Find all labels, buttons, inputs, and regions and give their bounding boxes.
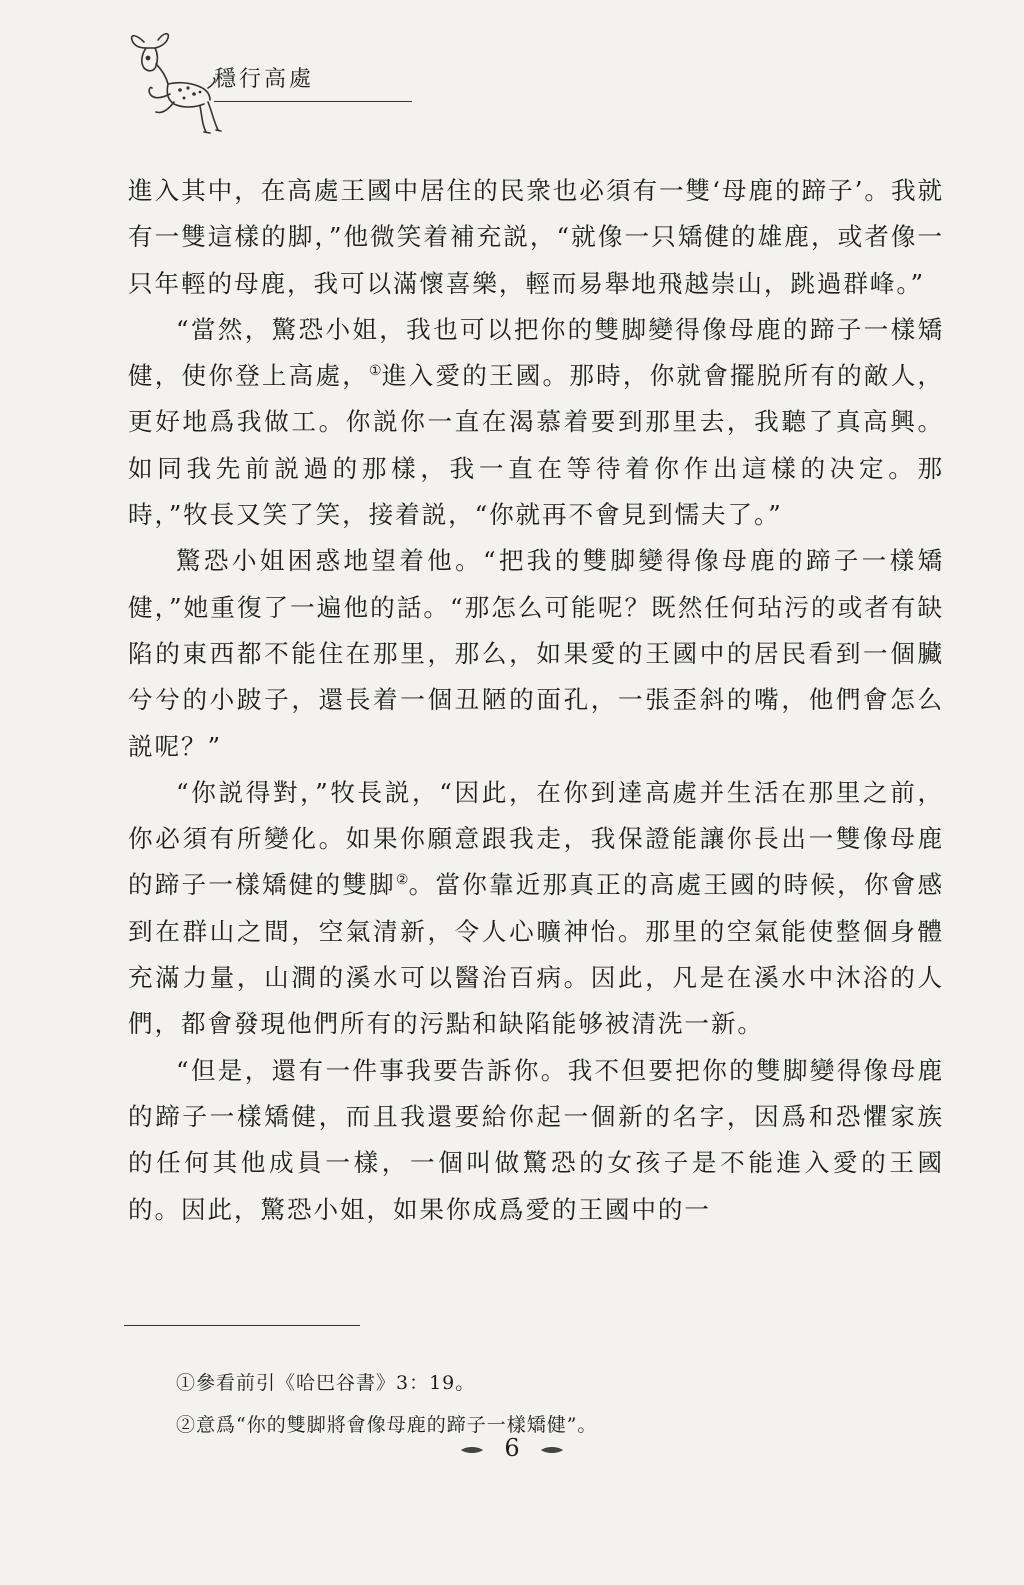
header-rule bbox=[214, 101, 412, 102]
paragraph bbox=[128, 307, 944, 538]
page-number: 6 bbox=[504, 1434, 520, 1462]
left-ornament-icon bbox=[459, 1445, 485, 1455]
paragraph bbox=[128, 168, 944, 307]
footnote-marker: ① bbox=[369, 363, 382, 380]
paragraph-text: 進入愛的王國。那時，你就會擺脱所有的敵人，更好地爲我做工。你説你一直在渴慕着要到那里去，我聽了真高興。如同我先前説過的那樣，我一直在等待着你作出這樣的决定。那時，”牧長又笑了笑，接着説，“你就再不會見到懦夫了。” bbox=[128, 361, 944, 530]
footnote-rule bbox=[124, 1325, 360, 1326]
paragraph bbox=[128, 538, 944, 769]
paragraph bbox=[128, 770, 944, 1048]
footnote-marker: ② bbox=[395, 872, 409, 889]
paragraph-text: “當然，驚恐小姐，我也可以把你的雙脚變得像母鹿的蹄子一樣矯健，使你登上高處， bbox=[128, 314, 944, 391]
paragraph-text: “但是，還有一件事我要告訴你。我不但要把你的雙脚變得像母鹿的蹄子一樣矯健，而且我還要給你起一個新的名字，因爲和恐懼家族的任何其他成員一樣，一個叫做驚恐的女孩子是不能進入愛的王國的。因此，驚恐小姐，如果你成爲愛的王國中的一 bbox=[128, 1055, 944, 1224]
paragraph-text: 驚恐小姐困惑地望着他。“把我的雙脚變得像母鹿的蹄子一樣矯健，”她重復了一遍他的話。“那怎么可能呢？既然任何玷污的或者有缺陷的東西都不能住在那里，那么，如果愛的王國中的居民看到一個臟兮兮的小跛子，還長着一個丑陋的面孔，一張歪斜的嘴，他們會怎么説呢？” bbox=[128, 546, 944, 761]
right-ornament-icon bbox=[539, 1445, 565, 1455]
footnote: ①參看前引《哈巴谷書》3：19。 bbox=[176, 1372, 476, 1394]
body-text bbox=[128, 168, 944, 1233]
running-title: 穩行高處 bbox=[214, 67, 315, 92]
paragraph-text: “你説得對，”牧長説，“因此，在你到達高處并生活在那里之前，你必須有所變化。如果你願意跟我走，我保證能讓你長出一雙像母鹿的蹄子一樣矯健的雙脚 bbox=[128, 777, 944, 900]
fawn-icon bbox=[122, 28, 222, 138]
footnote: ②意爲“你的雙脚將會像母鹿的蹄子一樣矯健”。 bbox=[176, 1414, 598, 1436]
paragraph-text: 進入其中，在高處王國中居住的民衆也必須有一雙‘母鹿的蹄子’。我就有一雙這樣的脚，”他微笑着補充説，“就像一只矯健的雄鹿，或者像一只年輕的母鹿，我可以滿懷喜樂，輕而易舉地飛越崇山，跳過群峰。” bbox=[128, 176, 944, 298]
page-number-block bbox=[0, 1432, 1024, 1464]
paragraph bbox=[128, 1048, 944, 1233]
paragraph-text: 。當你靠近那真正的高處王國的時候，你會感到在群山之間，空氣清新，令人心曠神怡。那里的空氣能使整個身體充滿力量，山澗的溪水可以醫治百病。因此，凡是在溪水中沐浴的人們，都會發現他們所有的污點和缺陷能够被清洗一新。 bbox=[128, 870, 944, 1039]
